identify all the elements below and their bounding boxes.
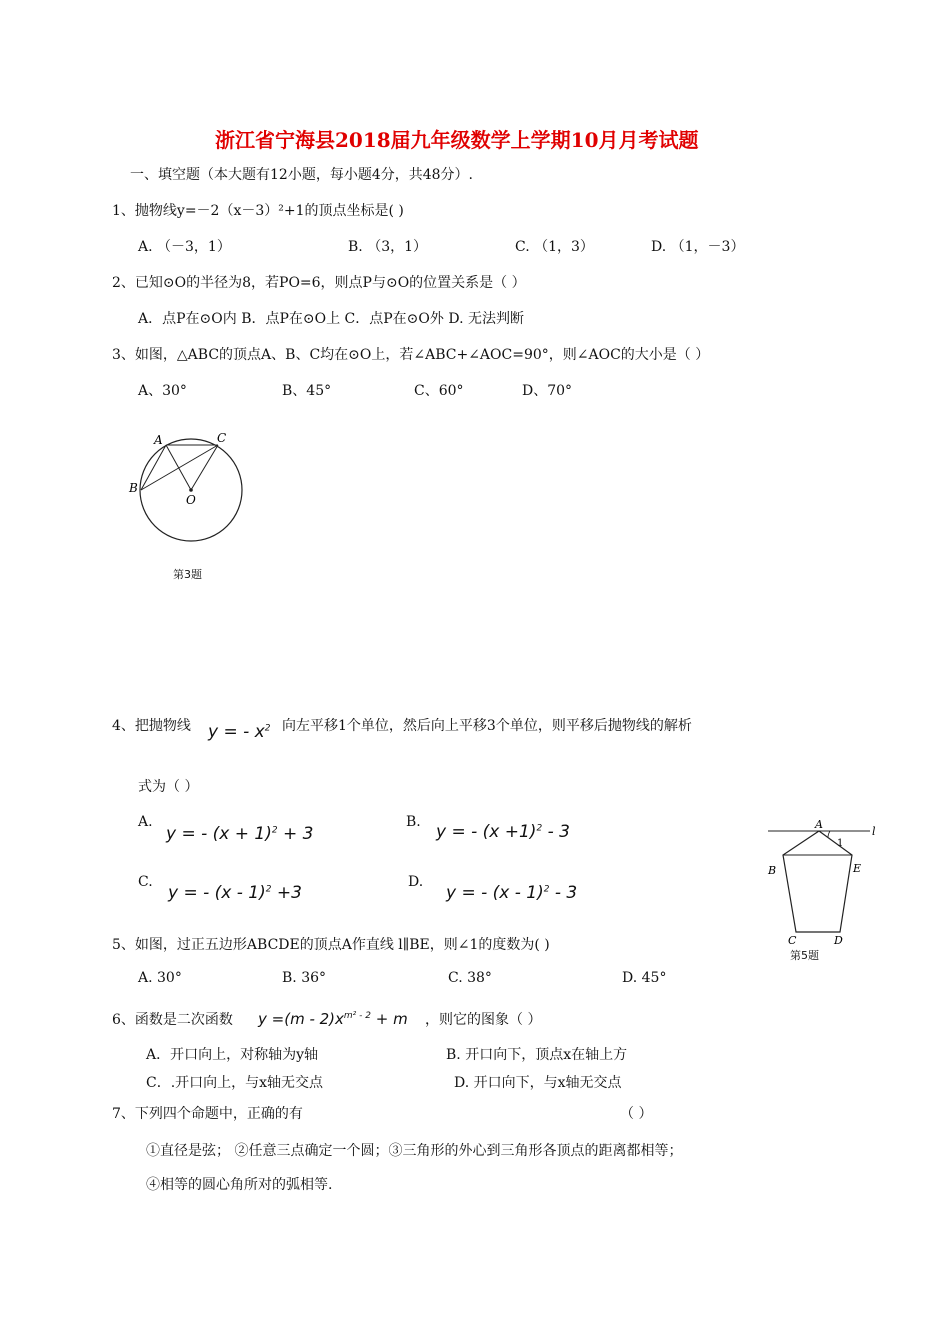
q4-option-d-expr: y = - (x - 1)$^2$ - 3 (446, 883, 578, 903)
label-c: C (788, 934, 797, 947)
label-o: O (186, 493, 196, 507)
q4-stem-expression: y = - $x^2$ (208, 722, 271, 742)
q4-option-c-expr: y = - (x - 1)$^2$ +3 (168, 883, 302, 903)
q5-option-b: B. 36° (282, 970, 327, 986)
q3-option-a: A、30° (138, 383, 187, 399)
label-b: B (768, 864, 777, 877)
q4-option-d-label: D. (408, 874, 424, 890)
q7-statements-line1: ①直径是弦； ②任意三点确定一个圆；③三角形的外心到三角形各顶点的距离都相等； (146, 1143, 683, 1159)
page-title: 浙江省宁海县2018届九年级数学上学期10月月考试题 (215, 128, 699, 152)
label-c: C (217, 431, 227, 445)
q7-answer-paren: （ ） (620, 1106, 653, 1122)
label-e: E (853, 862, 862, 875)
q4-option-c-label: C. (138, 874, 153, 890)
pentagon-figure-q5 (762, 816, 882, 951)
q1-option-d: D. （1，－3） (651, 239, 745, 255)
q6-stem-expression: $y =(m - 2)x^{m^2 - 2} + m$ (258, 1010, 408, 1028)
q5-option-c: C. 38° (448, 970, 492, 986)
segment-co (191, 445, 218, 490)
q6-option-b: B. 开口向下，顶点x在轴上方 (446, 1047, 628, 1063)
q6-option-c: C．.开口向上，与x轴无交点 (146, 1075, 324, 1091)
q6-option-a: A．开口向上，对称轴为y轴 (146, 1047, 319, 1063)
section-heading: 一、填空题（本大题有12小题，每小题4分，共48分）. (130, 167, 473, 183)
question-4-stem-post: 向左平移1个单位，然后向上平移3个单位，则平移后抛物线的解析 (282, 718, 692, 734)
center-point (189, 488, 193, 492)
question-4-stem-pre: 4、把抛物线 (112, 718, 191, 734)
label-a: A (815, 818, 823, 831)
q5-option-a: A. 30° (138, 970, 182, 986)
q1-option-a: A. （－3，1） (138, 239, 231, 255)
label-angle-1: 1 (837, 838, 844, 849)
question-6-stem-post: ，则它的图象（ ） (425, 1012, 542, 1028)
q1-option-c: C. （1，3） (515, 239, 594, 255)
segment-ao (166, 445, 191, 490)
question-5-stem: 5、如图，过正五边形ABCDE的顶点A作直线 l∥BE，则∠1的度数为( ) (112, 937, 550, 953)
angle-1-arc (828, 831, 830, 837)
figure-3-caption: 第3题 (173, 568, 202, 581)
label-b: B (129, 481, 138, 495)
question-7-stem: 7、下列四个命题中，正确的有 (112, 1106, 303, 1122)
q1-option-b: B. （3，1） (348, 239, 428, 255)
q5-option-d: D. 45° (622, 970, 667, 986)
question-2-stem: 2、已知⊙O的半径为8，若PO=6，则点P与⊙O的位置关系是（ ） (112, 275, 526, 291)
q3-option-b: B、45° (282, 383, 332, 399)
label-d: D (834, 934, 843, 947)
question-6-stem-pre: 6、函数是二次函数 (112, 1012, 233, 1028)
circle-figure-q3 (124, 430, 254, 545)
q4-option-b-expr: y = - $(x +1)^2 - 3$ (436, 822, 570, 842)
q3-option-d: D、70° (522, 383, 573, 399)
q4-option-a-label: A. (138, 814, 153, 830)
q4-option-b-label: B. (406, 814, 421, 830)
label-a: A (154, 433, 163, 447)
label-l: l (872, 825, 876, 838)
question-1-stem: 1、抛物线y=－2（x－3）²+1的顶点坐标是( ) (112, 203, 404, 219)
segment-bc (141, 445, 218, 490)
q3-option-c: C、60° (414, 383, 464, 399)
question-4-stem-line2: 式为（ ） (138, 779, 199, 795)
q6-option-d: D. 开口向下，与x轴无交点 (454, 1075, 622, 1091)
question-3-stem: 3、如图，△ABC的顶点A、B、C均在⊙O上，若∠ABC+∠AOC=90°，则∠AOC的大小是（ ） (112, 347, 710, 363)
q7-statements-line2: ④相等的圆心角所对的弧相等. (146, 1177, 333, 1193)
figure-5-caption: 第5题 (790, 949, 819, 962)
q4-option-a-expr: y = - $(x + 1)^2 + 3$ (166, 824, 314, 844)
q2-options: A．点P在⊙O内 B．点P在⊙O上 C．点P在⊙O外 D. 无法判断 (138, 311, 524, 327)
